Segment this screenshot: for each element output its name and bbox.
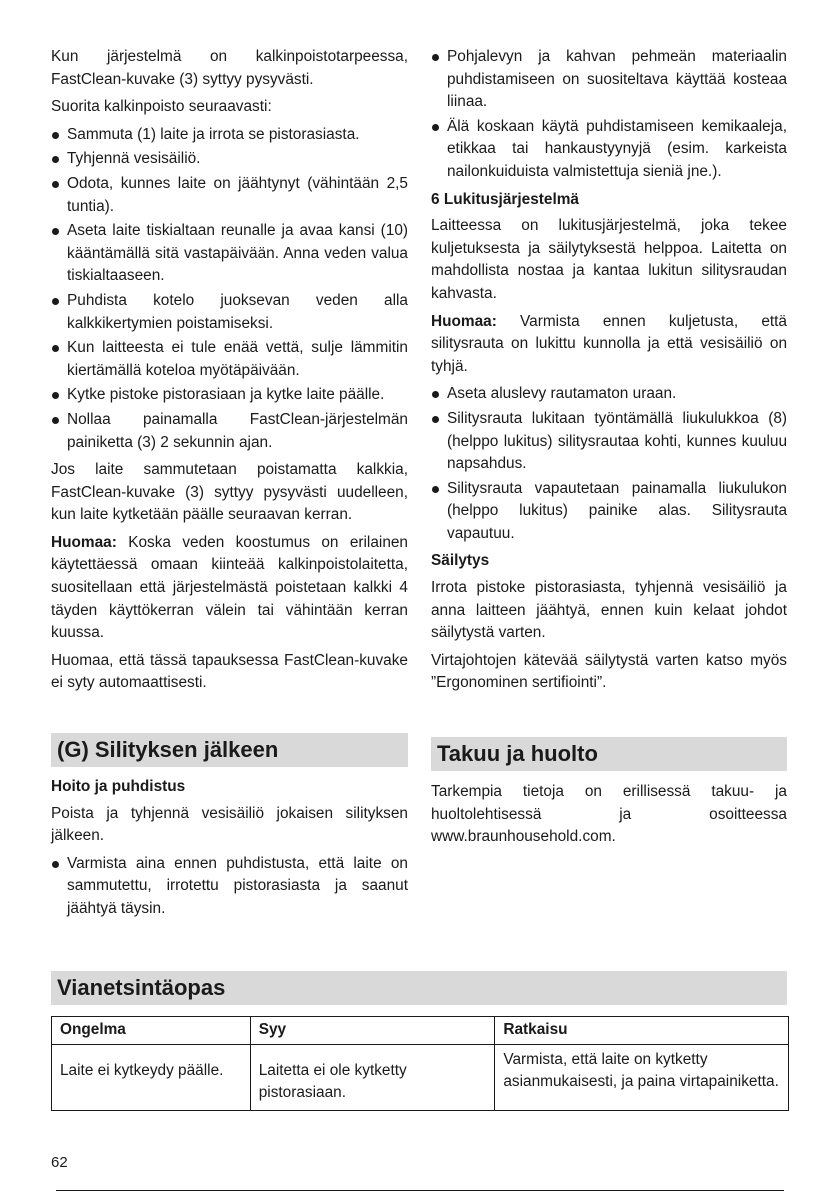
descaling-note-2: Huomaa, että tässä tapauksessa FastClean-kuvake ei syty automaattisesti. bbox=[51, 651, 408, 692]
note-text: Varmista ennen kuljetusta, että silitysrauta on lukittu kunnolla ja että vesisäiliö on tyhjä. bbox=[431, 312, 787, 375]
descaling-instruction: Suorita kalkinpoisto seuraavasti: bbox=[51, 98, 272, 116]
right-column bbox=[431, 46, 787, 854]
lock-heading: 6 Lukitusjärjestelmä bbox=[431, 190, 579, 208]
list-item: Pohjalevyn ja kahvan pehmeän materiaalin puhdistamiseen on suositeltava käyttää kosteaa liinaa. bbox=[431, 46, 787, 114]
list-item: Kun laitteesta ei tule enää vettä, sulje lämmitin kiertämällä koteloa myötäpäivään. bbox=[51, 337, 408, 382]
list-item: Aseta laite tiskialtaan reunalle ja avaa kansi (10) kääntämällä sitä vastapäivään. Anna veden valua tiskialtaaseen. bbox=[51, 220, 408, 288]
storage-heading: Säilytys bbox=[431, 552, 490, 570]
list-item: Kytke pistoke pistorasiaan ja kytke laite päälle. bbox=[51, 384, 408, 407]
list-item: Tyhjennä vesisäiliö. bbox=[51, 148, 408, 171]
storage-paragraph-1: Irrota pistoke pistorasiasta, tyhjennä vesisäiliö ja anna laitteen jäähtyä, ennen kuin kelaat johdot säilytystä varten. bbox=[431, 579, 787, 642]
left-column bbox=[51, 46, 408, 926]
storage-paragraph-2: Virtajohtojen kätevää säilytystä varten katso myös ”Ergonominen sertifiointi”. bbox=[431, 651, 787, 692]
warranty-paragraph: Tarkempia tietoja on erillisessä takuu- ja huoltolehtisessä ja osoitteessa www.braunhousehold.com. bbox=[431, 783, 787, 846]
care-paragraph: Poista ja tyhjennä vesisäiliö jokaisen silityksen jälkeen. bbox=[51, 804, 408, 845]
lock-paragraph: Laitteessa on lukitusjärjestelmä, joka tekee kuljetuksesta ja säilytyksestä helppoa. Laitetta on mahdollista nostaa ja kantaa lukitun silitysraudan kahvasta. bbox=[431, 217, 787, 302]
list-item: Varmista aina ennen puhdistusta, että laite on sammutettu, irrotettu pistorasiasta ja saanut jäähtyä täysin. bbox=[51, 853, 408, 921]
section-heading-warranty: Takuu ja huolto bbox=[431, 737, 787, 771]
note-text: Koska veden koostumus on erilainen käytettäessä omaan kiinteää kalkinpoistolaitetta, suositellaan että järjestelmästä poistetaan kalkki 4 täyden käyttökerran välein tai vähintään kerran kuussa. bbox=[51, 533, 408, 642]
list-item: Odota, kunnes laite on jäähtynyt (vähintään 2,5 tuntia). bbox=[51, 173, 408, 218]
table-cell-solution: Varmista, että laite on kytketty asianmukaisesti, ja paina virtapainiketta. bbox=[495, 1044, 789, 1110]
list-item: Sammuta (1) laite ja irrota se pistorasiasta. bbox=[51, 124, 408, 147]
list-item: Puhdista kotelo juoksevan veden alla kalkkikertymien poistamiseksi. bbox=[51, 290, 408, 335]
column-header-problem: Ongelma bbox=[52, 1017, 251, 1045]
care-list bbox=[51, 853, 408, 921]
list-item: Aseta aluslevy rautamaton uraan. bbox=[431, 383, 787, 406]
list-item: Silitysrauta vapautetaan painamalla liukulukon (helppo lukitus) painike alas. Silitysrauta vapautuu. bbox=[431, 478, 787, 546]
note-label: Huomaa: bbox=[51, 533, 117, 551]
section-heading-troubleshooting: Vianetsintäopas bbox=[51, 971, 787, 1005]
descaling-steps bbox=[51, 124, 408, 454]
list-item: Silitysrauta lukitaan työntämällä liukulukkoa (8) (helppo lukitus) silitysrautaa kohti, kunnes kuuluu napsahdus. bbox=[431, 408, 787, 476]
note-label: Huomaa: bbox=[431, 312, 497, 330]
descaling-warning: Jos laite sammutetaan poistamatta kalkkia, FastClean-kuvake (3) syttyy pysyvästi uudelleen, kun laite kytketään päälle seuraavan kerran. bbox=[51, 461, 408, 524]
page-number: 62 bbox=[51, 1154, 68, 1171]
list-item: Älä koskaan käytä puhdistamiseen kemikaaleja, etikkaa tai hankaustyynyjä (esim. karkeista nailonkuiduista valmistettuja sieniä jne.). bbox=[431, 116, 787, 184]
footer-divider bbox=[56, 1190, 784, 1191]
troubleshooting-table bbox=[51, 1016, 789, 1111]
care-heading: Hoito ja puhdistus bbox=[51, 778, 186, 796]
table-cell-cause: Laitetta ei ole kytketty pistorasiaan. bbox=[250, 1044, 495, 1110]
column-header-cause: Syy bbox=[250, 1017, 495, 1045]
table-row bbox=[52, 1044, 789, 1110]
descaling-intro: Kun järjestelmä on kalkinpoistotarpeessa, FastClean-kuvake (3) syttyy pysyvästi. bbox=[51, 48, 408, 88]
lock-list bbox=[431, 383, 787, 545]
cleaning-list bbox=[431, 46, 787, 184]
descaling-note bbox=[51, 532, 408, 645]
column-header-solution: Ratkaisu bbox=[495, 1017, 789, 1045]
lock-note bbox=[431, 311, 787, 379]
section-heading-after-ironing: (G) Silityksen jälkeen bbox=[51, 733, 408, 767]
list-item: Nollaa painamalla FastClean-järjestelmän painiketta (3) 2 sekunnin ajan. bbox=[51, 409, 408, 454]
table-header-row bbox=[52, 1017, 789, 1045]
table-cell-problem: Laite ei kytkeydy päälle. bbox=[52, 1044, 251, 1110]
